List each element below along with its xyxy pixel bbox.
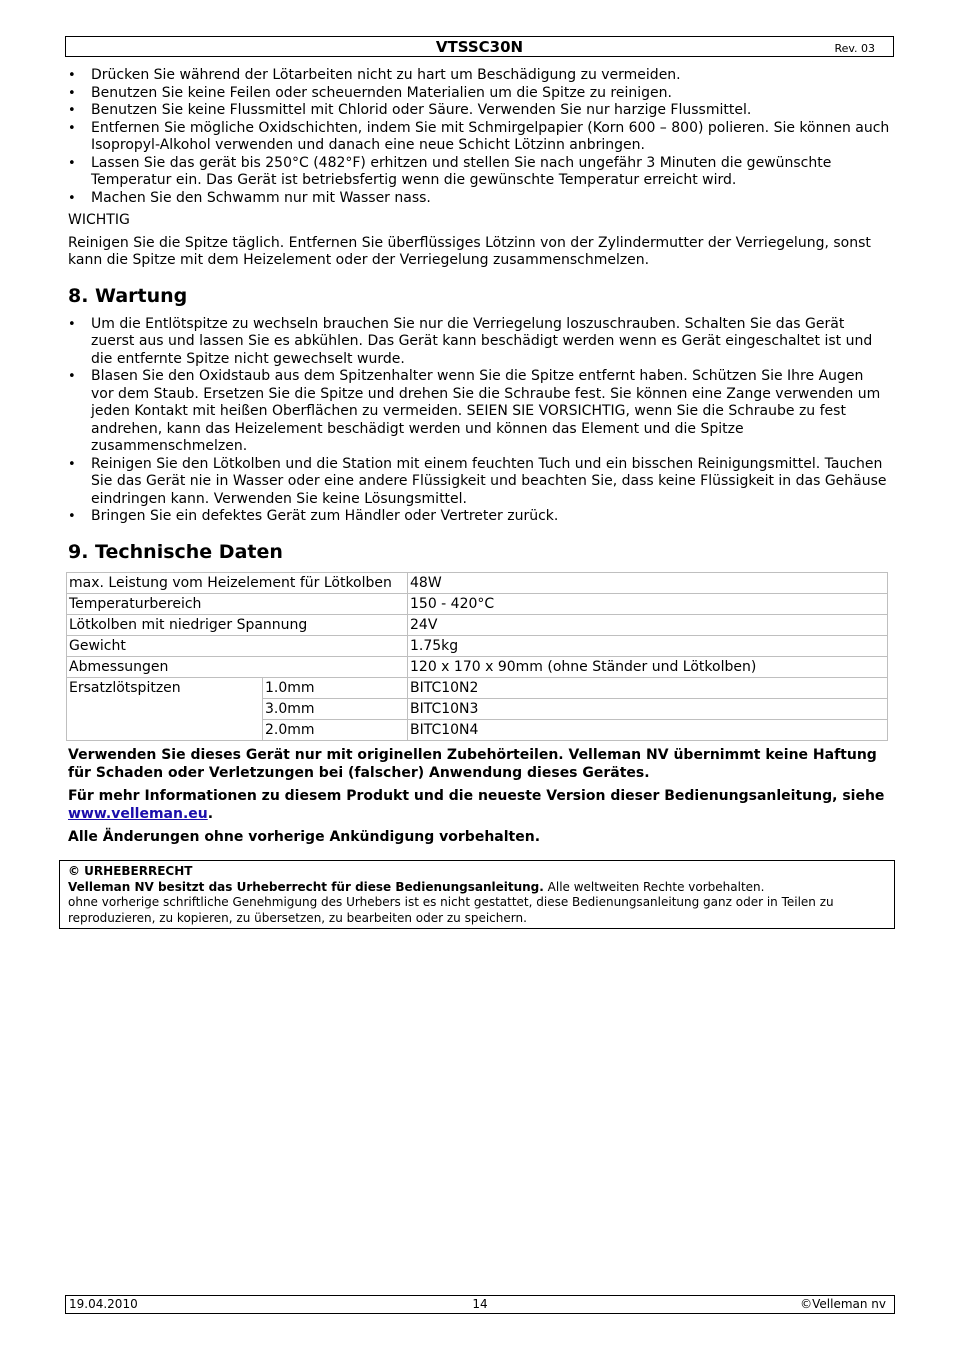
- list-item: • Reinigen Sie den Lötkolben und die Station mit einem feuchten Tuch und ein bisschen Reinigungsmittel. Tauchen Sie das Gerät nie in Wasser oder eine andere Flüssigkeit und beachten Sie, dass keine Flüssigkeit in das Gehäuse eindringen kann. Verwenden Sie keine Lösungsmittel.: [68, 456, 890, 509]
- tip-size: 2.0mm: [263, 719, 408, 740]
- spec-label: Gewicht: [67, 635, 408, 656]
- accessories-note: Verwenden Sie dieses Gerät nur mit originellen Zubehörteilen. Velleman NV übernimmt keine Haftung für Schaden oder Verletzungen bei (falscher) Anwendung dieses Gerätes.: [68, 746, 877, 781]
- changes-note: Alle Änderungen ohne vorherige Ankündigung vorbehalten.: [68, 828, 541, 845]
- spec-label: Abmessungen: [67, 656, 408, 677]
- section-heading-maintenance: 8. Wartung: [68, 284, 188, 307]
- maintenance-list: [68, 316, 890, 526]
- list-item: • Blasen Sie den Oxidstaub aus dem Spitzenhalter wenn Sie die Spitze entfernt haben. Schützen Sie Ihre Augen vor dem Staub. Ersetzen Sie die Spitze und drehen Sie die Schraube fest. Sie können eine Zange verwenden um jeden Kontakt mit heißen Oberflächen zu vermeiden. SEIEN SIE VORSICHTIG, wenn Sie die Schraube zu fest andrehen, kann das Heizelement beschädigt werden und können das Element und die Spitze zusammenschmelzen.: [68, 368, 890, 456]
- list-item: • Drücken Sie während der Lötarbeiten nicht zu hart um Beschädigung zu vermeiden.: [68, 67, 890, 85]
- copyright-body: ohne vorherige schriftliche Genehmigung des Urhebers ist es nicht gestattet, diese Bedienungsanleitung ganz oder in Teilen zu reproduzieren, zu kopieren, zu übersetzen, zu bearbeiten oder zu speichern.: [68, 895, 834, 925]
- spec-label: Temperaturbereich: [67, 593, 408, 614]
- tip-code: BITC10N3: [408, 698, 888, 719]
- page-header: [65, 36, 894, 57]
- section-heading-specs: 9. Technische Daten: [68, 540, 283, 563]
- copyright-bold-line: Velleman NV besitzt das Urheberrecht für diese Bedienungsanleitung.: [68, 879, 544, 894]
- important-text: Reinigen Sie die Spitze täglich. Entfernen Sie überflüssiges Lötzinn von der Zylindermutter der Verriegelung, sonst kann die Spitze mit dem Heizelement oder der Verriegelung zusammenschmelzen.: [68, 234, 871, 268]
- copyright-heading: © URHEBERRECHT: [68, 864, 193, 878]
- spec-table: [66, 572, 888, 741]
- list-item: • Bringen Sie ein defektes Gerät zum Händler oder Vertreter zurück.: [68, 508, 890, 526]
- table-row: [67, 572, 888, 593]
- info-prefix: Für mehr Informationen zu diesem Produkt und die neueste Version dieser Bedienungsanleitung, siehe: [68, 787, 885, 804]
- spec-value: 48W: [408, 572, 888, 593]
- copyright-rights: Alle weltweiten Rechte vorbehalten.: [543, 879, 765, 894]
- list-item: • Lassen Sie das gerät bis 250°C (482°F) erhitzen und stellen Sie nach ungefähr 3 Minuten die gewünschte Temperatur ein. Das Gerät ist betriebsfertig wenn die gewünschte Temperatur erreicht wird.: [68, 155, 890, 190]
- revision-label: Rev. 03: [834, 42, 875, 55]
- list-item: • Benutzen Sie keine Feilen oder scheuernden Materialien um die Spitze zu reinigen.: [68, 85, 890, 103]
- page-footer: [65, 1295, 895, 1314]
- table-row: [67, 656, 888, 677]
- table-row: [67, 614, 888, 635]
- copyright-ownership: [68, 880, 886, 896]
- spec-value: 120 x 170 x 90mm (ohne Ständer und Lötkolben): [408, 656, 888, 677]
- list-item: • Entfernen Sie mögliche Oxidschichten, indem Sie mit Schmirgelpapier (Korn 600 – 800) polieren. Sie können auch Isopropyl-Alkohol verwenden und danach eine neue Schicht Lötzinn anbringen.: [68, 120, 890, 155]
- important-label: WICHTIG: [68, 212, 130, 228]
- tip-code: BITC10N2: [408, 677, 888, 698]
- tip-size: 1.0mm: [263, 677, 408, 698]
- page-number: 14: [472, 1297, 488, 1311]
- list-item: • Um die Entlötspitze zu wechseln brauchen Sie nur die Verriegelung loszuschrauben. Schalten Sie das Gerät zuerst aus und lassen Sie es abkühlen. Das Gerät kann beschädigt werden wenn es Gerät eingeschaltet ist und die entfernte Spitze nicht gewechselt wurde.: [68, 316, 890, 369]
- list-item: • Benutzen Sie keine Flussmittel mit Chlorid oder Säure. Verwenden Sie nur harzige Flussmittel.: [68, 102, 890, 120]
- list-item: • Machen Sie den Schwamm nur mit Wasser nass.: [68, 190, 890, 208]
- spec-value: 24V: [408, 614, 888, 635]
- tip-size: 3.0mm: [263, 698, 408, 719]
- info-suffix: .: [207, 805, 214, 822]
- spec-label: Lötkolben mit niedriger Spannung: [67, 614, 408, 635]
- spec-label: Ersatzlötspitzen: [67, 677, 263, 740]
- copyright-box: [59, 860, 895, 929]
- tip-code: BITC10N4: [408, 719, 888, 740]
- spec-value: 150 - 420°C: [408, 593, 888, 614]
- footer-copyright: ©Velleman nv: [800, 1297, 886, 1311]
- velleman-website-link[interactable]: www.velleman.eu: [68, 805, 208, 822]
- table-row: [67, 593, 888, 614]
- document-body: [68, 67, 890, 846]
- spec-value: 1.75kg: [408, 635, 888, 656]
- model-title: VTSSC30N: [435, 38, 524, 56]
- spec-label: max. Leistung vom Heizelement für Lötkolben: [67, 572, 408, 593]
- info-note: [68, 787, 890, 823]
- table-row: [67, 677, 888, 698]
- table-row: [67, 635, 888, 656]
- footer-date: 19.04.2010: [69, 1297, 138, 1311]
- intro-list: [68, 67, 890, 207]
